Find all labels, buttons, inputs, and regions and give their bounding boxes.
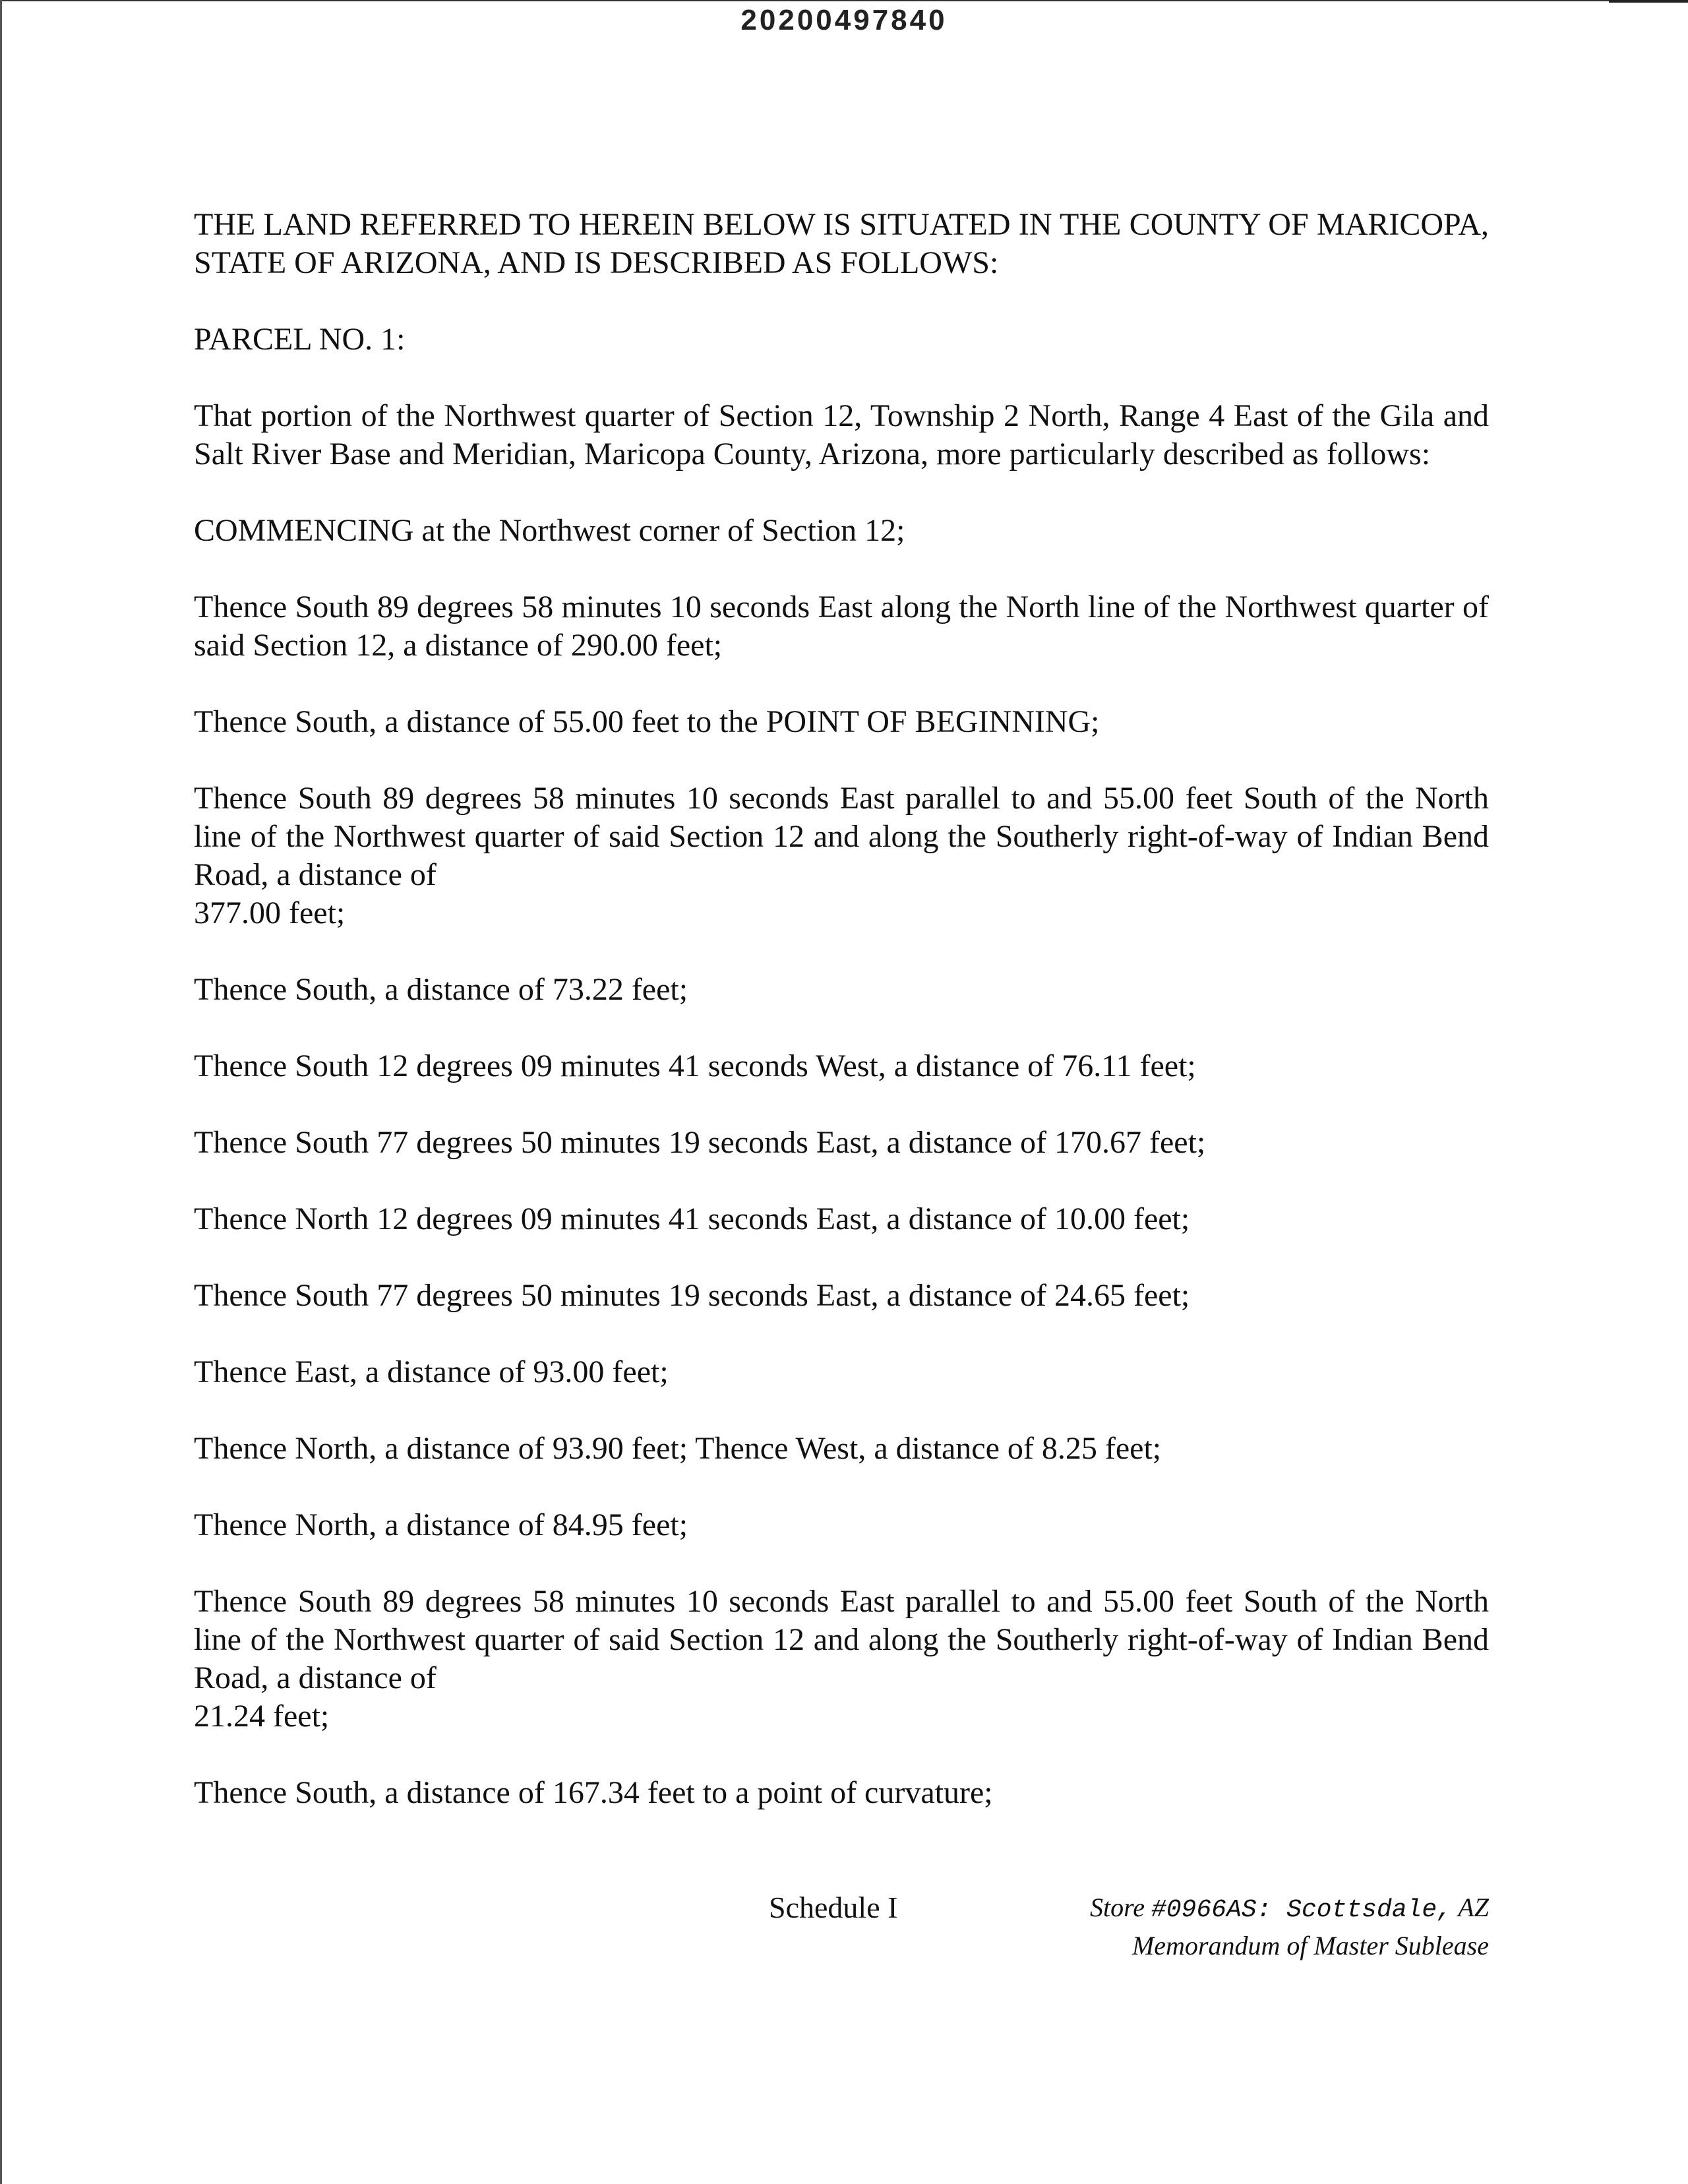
store-state: AZ [1452,1893,1489,1922]
call-12-text: Thence South 89 degrees 58 minutes 10 seconds East parallel to and 55.00 feet South of the North line of the Northwest quarter of said Section 12 and along the Southerly right-of-way of Indian Bend Road, a distance of [194,1584,1489,1695]
parcel-heading: PARCEL NO. 1: [194,322,406,357]
scan-top-border [0,0,1688,1]
call-12 [194,1583,1489,1736]
store-reference [1090,1890,1489,1964]
call-9: Thence East, a distance of 93.00 feet; [194,1354,669,1389]
call-1: Thence South 89 degrees 58 minutes 10 seconds East along the North line of the Northwest quarter of said Section 12, a distance of 290.00 feet; [194,590,1489,663]
call-4: Thence South, a distance of 73.22 feet; [194,972,688,1007]
memorandum-line: Memorandum of Master Sublease [1131,1931,1489,1960]
commencing-paragraph: COMMENCING at the Northwest corner of Section 12; [194,513,905,548]
portion-paragraph: That portion of the Northwest quarter of Section 12, Township 2 North, Range 4 East of the Gila and Salt River Base and Meridian, Maricopa County, Arizona, more particularly described as follows: [194,398,1489,471]
call-13: Thence South, a distance of 167.34 feet to a point of curvature; [194,1775,993,1810]
scan-left-border [0,0,2,2184]
legal-description [194,206,1489,1850]
call-6: Thence South 77 degrees 50 minutes 19 seconds East, a distance of 170.67 feet; [194,1125,1206,1160]
store-line [1090,1890,1489,1928]
schedule-label: Schedule I [769,1891,898,1924]
call-7: Thence North 12 degrees 09 minutes 41 seconds East, a distance of 10.00 feet; [194,1201,1190,1236]
store-code: #0966AS: Scottsdale, [1151,1896,1453,1924]
intro-paragraph: THE LAND REFERRED TO HEREIN BELOW IS SITUATED IN THE COUNTY OF MARICOPA, STATE OF ARIZONA, AND IS DESCRIBED AS FOLLOWS: [194,207,1489,280]
call-10: Thence North, a distance of 93.90 feet; Thence West, a distance of 8.25 feet; [194,1431,1162,1466]
call-3-text: Thence South 89 degrees 58 minutes 10 seconds East parallel to and 55.00 feet South of the North line of the Northwest quarter of said Section 12 and along the Southerly right-of-way of Indian Bend Road, a distance of [194,781,1489,892]
recording-number: 20200497840 [740,4,948,36]
store-prefix: Store [1090,1893,1151,1922]
call-3 [194,779,1489,932]
call-5: Thence South 12 degrees 09 minutes 41 seconds West, a distance of 76.11 feet; [194,1048,1196,1083]
call-12-distance: 21.24 feet; [194,1699,330,1734]
scan-corner-mark [1609,0,1688,3]
call-11: Thence North, a distance of 84.95 feet; [194,1507,688,1542]
call-3-distance: 377.00 feet; [194,895,346,930]
call-8: Thence South 77 degrees 50 minutes 19 seconds East, a distance of 24.65 feet; [194,1278,1190,1313]
call-2: Thence South, a distance of 55.00 feet to the POINT OF BEGINNING; [194,704,1100,739]
